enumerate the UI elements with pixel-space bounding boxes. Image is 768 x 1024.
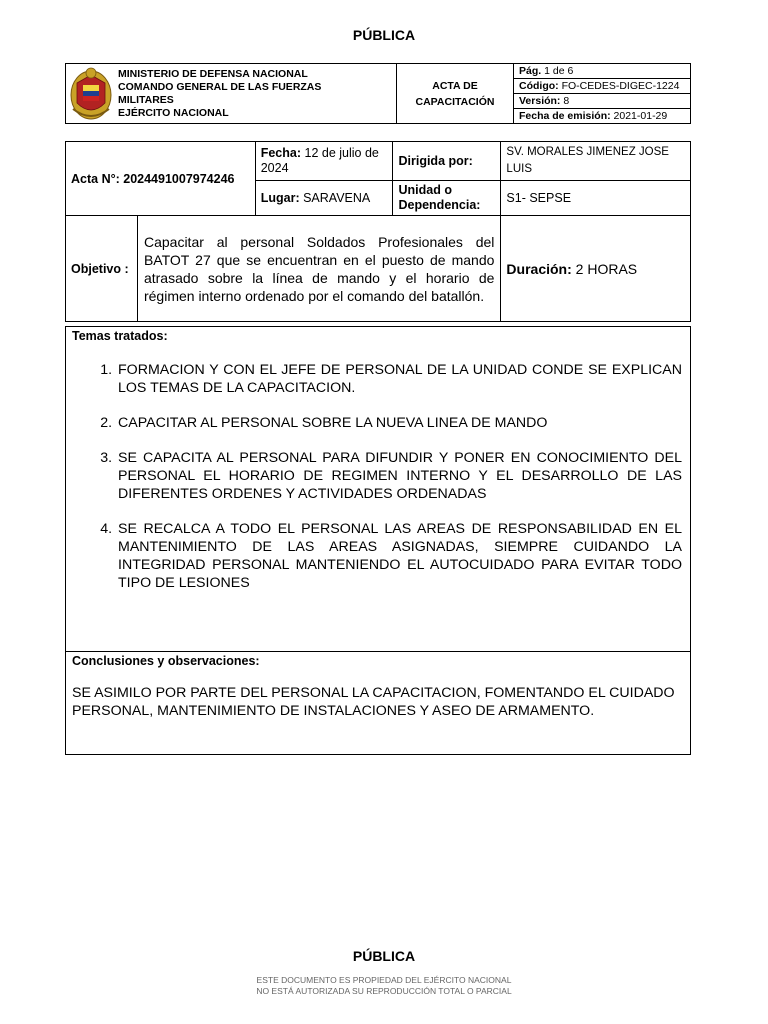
version-label: Versión: — [519, 94, 561, 107]
code-value: FO-CEDES-DIGEC-1224 — [561, 79, 680, 92]
footer-line-1: ESTE DOCUMENTO ES PROPIEDAD DEL EJÉRCITO NACIONAL — [256, 975, 512, 985]
unidad-label-cell — [393, 181, 501, 216]
temas-heading: Temas tratados: — [72, 329, 168, 343]
emission-value: 2021-01-29 — [613, 109, 668, 122]
temas-list — [116, 361, 682, 592]
footer-line-2: NO ESTÁ AUTORIZADA SU REPRODUCCIÓN TOTAL O PARCIAL — [256, 986, 512, 996]
conclusiones-text: SE ASIMILO POR PARTE DEL PERSONAL LA CAPACITACION, FOMENTANDO EL CUIDADO PERSONAL, MANTENIMIENTO DE INSTALACIONES Y ASEO DE ARMAMENTO. — [72, 685, 675, 719]
code-label: Código: — [519, 79, 559, 92]
conclusiones-heading: Conclusiones y observaciones: — [72, 654, 260, 668]
dirigida-value: SV. MORALES JIMENEZ JOSE LUIS — [501, 142, 691, 181]
tema-item-1: 1. FORMACION Y CON EL JEFE DE PERSONAL DE LA UNIDAD CONDE SE EXPLICAN LOS TEMAS DE LA CAPACITACION. — [116, 361, 682, 397]
institution-line-3: MILITARES — [118, 93, 174, 106]
classification-top: PÚBLICA — [352, 27, 416, 43]
dirigida-label: Dirigida por: — [398, 154, 473, 168]
fecha-label: Fecha: — [260, 146, 302, 160]
institution-cell — [66, 64, 397, 124]
classification-bottom: PÚBLICA — [352, 948, 416, 964]
acta-label: Acta N°: — [71, 171, 120, 186]
institution-line-2: COMANDO GENERAL DE LAS FUERZAS — [118, 80, 322, 93]
document-title-line-1: ACTA DE — [432, 79, 478, 92]
lugar-label: Lugar: — [260, 191, 300, 205]
tema-item-2: 2. CAPACITAR AL PERSONAL SOBRE LA NUEVA LINEA DE MANDO — [116, 414, 682, 432]
page-number — [514, 64, 691, 79]
version-value: 8 — [563, 94, 570, 107]
conclusiones-section — [65, 651, 691, 755]
acta-number-cell — [66, 142, 256, 216]
duracion-value: 2 HORAS — [575, 260, 638, 277]
institution-line-4: EJÉRCITO NACIONAL — [118, 106, 229, 119]
tema-item-4: 4. SE RECALCA A TODO EL PERSONAL LAS AREAS DE RESPONSABILIDAD EN EL MANTENIMIENTO DE LAS AREAS ASIGNADAS, SIEMPRE CUIDANDO LA INTEGRIDAD PERSONAL MANTENIENDO EL AUTOCUIDADO PARA EVITAR TODO TIPO DE LESIONES — [116, 520, 682, 592]
temas-tratados-section — [65, 326, 691, 652]
page-label: Pág. — [519, 64, 542, 77]
document-title — [397, 64, 514, 124]
unidad-value: S1- SEPSE — [501, 181, 691, 216]
document-code — [514, 79, 691, 94]
institution-line-1: MINISTERIO DE DEFENSA NACIONAL — [118, 67, 308, 80]
objetivo-label: Objetivo : — [66, 216, 138, 322]
emission-date — [514, 109, 691, 124]
fecha-value: 12 de julio de 2024 — [260, 146, 379, 175]
duracion-cell — [501, 216, 691, 322]
objetivo-text: Capacitar al personal Soldados Profesionales del BATOT 27 que se encuentran en el puesto de mando atrasado sobre la línea de mando y el horario de régimen interno ordenado por el comando del batallón. — [137, 216, 500, 322]
unidad-label: Unidad o Dependencia: — [398, 183, 481, 212]
document-version — [514, 94, 691, 109]
document-title-line-2: CAPACITACIÓN — [415, 95, 495, 108]
emission-label: Fecha de emisión: — [519, 109, 611, 122]
tema-item-3: 3. SE CAPACITA AL PERSONAL PARA DIFUNDIR Y PONER EN CONOCIMIENTO DEL PERSONAL EL HORARIO DE REGIMEN INTERNO Y EL DESARROLLO DE LAS DIFERENTES ORDENES Y ACTIVIDADES ORDENADAS — [116, 449, 682, 503]
acta-number: 2024491007974246 — [123, 171, 235, 186]
lugar-value: SARAVENA — [303, 191, 371, 205]
dirigida-label-cell — [393, 142, 501, 181]
page-value: 1 de 6 — [544, 64, 574, 77]
lugar-cell — [255, 181, 393, 216]
fecha-cell — [255, 142, 393, 181]
duracion-label: Duración: — [506, 260, 572, 277]
acta-info-table — [65, 141, 691, 322]
document-header-table — [65, 63, 691, 124]
